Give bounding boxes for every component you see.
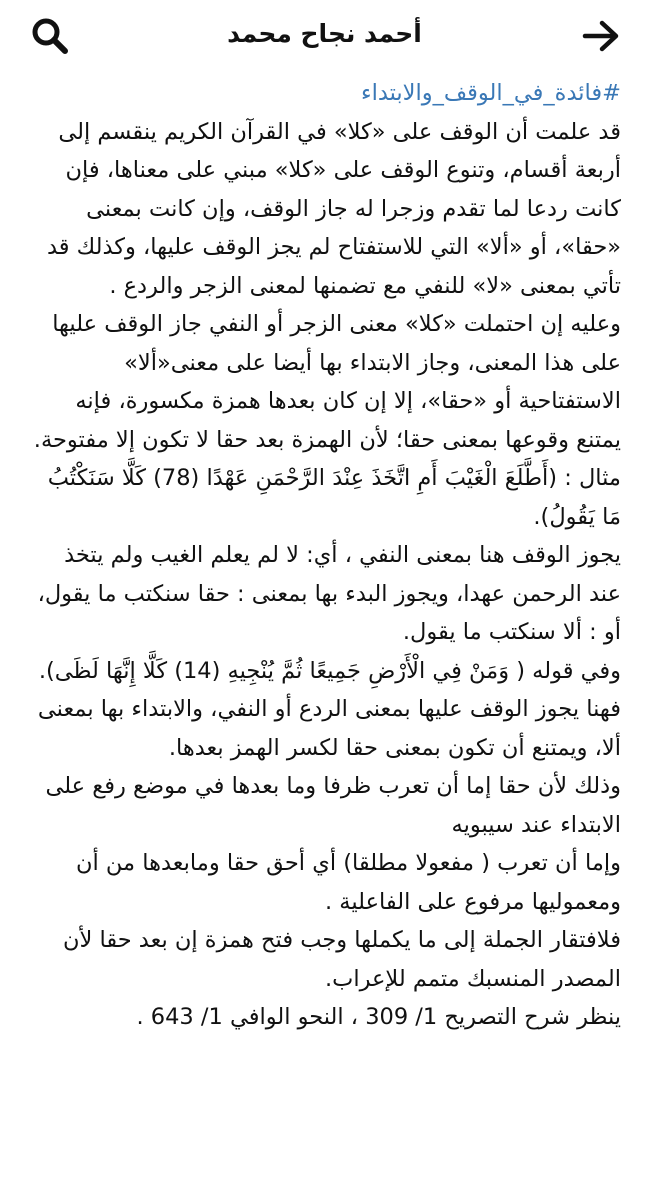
paragraph-reason-second: وإما أن تعرب ( مفعولا مطلقا) أي أحق حقا ومابعدها من أن ومعموليها مرفوع على الفاعلية .: [76, 850, 621, 915]
post-body: [30, 74, 621, 1037]
paragraph-intro: قد علمت أن الوقف على «كلا» في القرآن الكريم ينقسم إلى أربعة أقسام، وتنوع الوقف على «كلا» مبني على معناها، فإن كانت ردعا لما تقدم وزجرا له جاز الوقف، وإن كانت بمعنى «حقا»، أو «ألا» التي للاستفتاح لم يجز الوقف عليها، وكذلك قد تأتي بمعنى «لا» للنفي مع تضمنها لمعنى الزجر والردع .: [46, 118, 621, 299]
paragraph-conclusion: فلافتقار الجملة إلى ما يكملها وجب فتح همزة إن بعد حقا لأن المصدر المنسبك متمم للإعراب.: [62, 927, 621, 992]
paragraph-example-verse: مثال : (أَطَّلَعَ الْغَيْبَ أَمِ اتَّخَذَ عِنْدَ الرَّحْمَنِ عَهْدًا (78) كَلَّا سَنَكْتُبُ مَا يَقُولُ).: [47, 465, 621, 530]
hashtag-link[interactable]: #فائدة_في_الوقف_والابتداء: [360, 80, 621, 106]
paragraph-second-verse: وفي قوله ( وَمَنْ فِي الْأَرْضِ جَمِيعًا ثُمَّ يُنْجِيهِ (14) كَلَّا إِنَّهَا لَظَى).: [38, 657, 621, 684]
search-icon: [30, 16, 70, 56]
arrow-right-icon: [580, 15, 622, 57]
app-header: [0, 0, 649, 72]
post-hashtag[interactable]: [30, 74, 621, 113]
paragraph-references: ينظر شرح التصريح 1/ 309 ، النحو الوافي 1/ 643 .: [136, 1004, 621, 1030]
page-title: أحمد نجاح محمد: [227, 19, 422, 48]
paragraph-example-explanation: يجوز الوقف هنا بمعنى النفي ، أي: لا لم يعلم الغيب ولم يتخذ عند الرحمن عهدا، ويجوز البدء بها بمعنى : حقا سنكتب ما يقول، أو : ألا سنكتب ما يقول.: [37, 542, 621, 645]
paragraph-reason-first: وذلك لأن حقا إما أن تعرب ظرفا وما بعدها في موضع رفع على الابتداء عند سيبويه: [45, 773, 621, 838]
paragraph-second-explanation: فهنا يجوز الوقف عليها بمعنى الردع أو النفي، والابتداء بها بمعنى ألا، ويمتنع أن تكون بمعنى حقا لكسر الهمز بعدها.: [37, 696, 621, 761]
back-button[interactable]: [577, 12, 625, 60]
paragraph-ruling: وعليه إن احتملت «كلا» معنى الزجر أو النفي جاز الوقف عليها على هذا المعنى، وجاز الابتداء بها أيضا على معنى«ألا» الاستفتاحية أو «حقا»، إلا إن كان بعدها همزة مكسورة، فإنه يمتنع وقوعها بمعنى حقا؛ لأن الهمزة بعد حقا لا تكون إلا مفتوحة.: [33, 311, 621, 453]
search-button[interactable]: [26, 12, 74, 60]
